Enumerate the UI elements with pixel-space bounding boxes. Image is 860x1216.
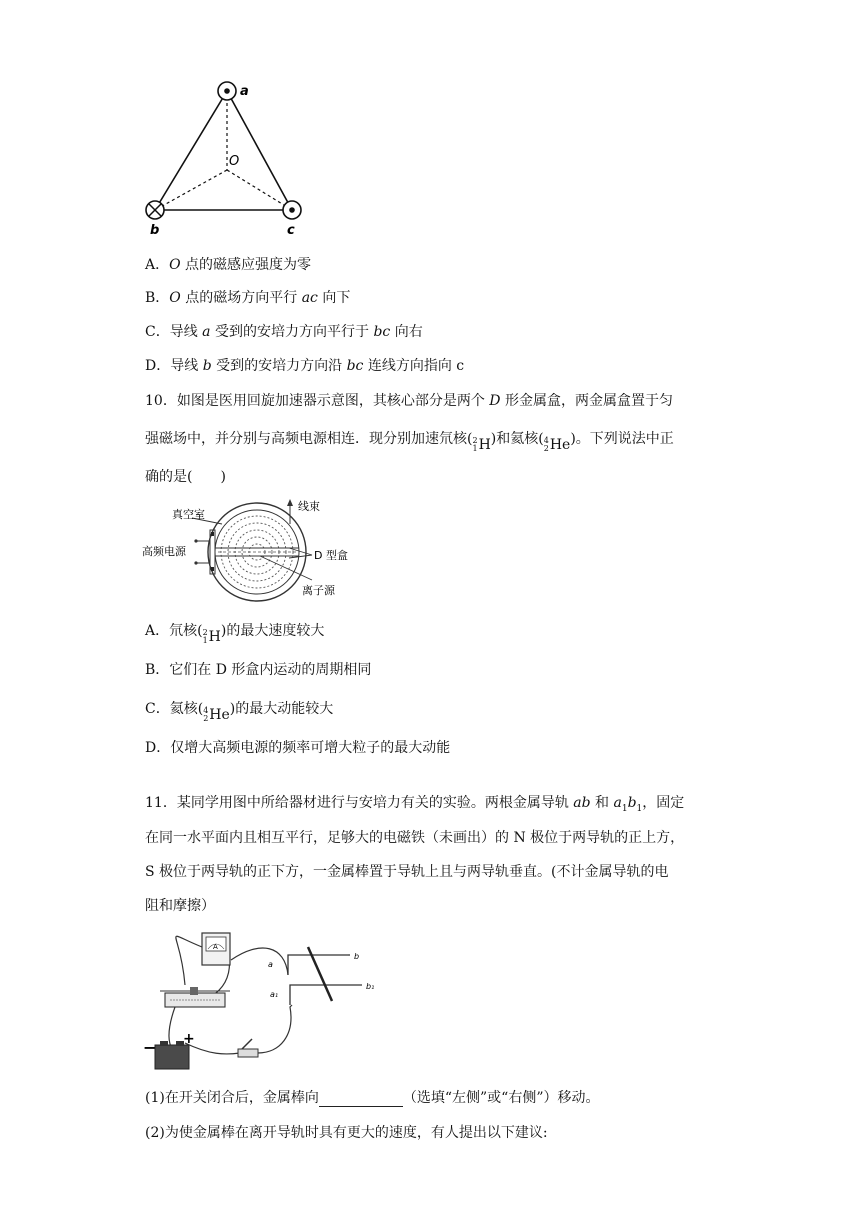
edge-ac (227, 91, 292, 210)
label-c: c (287, 223, 295, 238)
edge-ab (155, 91, 227, 210)
q11-stem-line2: 在同一水平面内且相互平行，足够大的电磁铁（未画出）的 N 极位于两导轨的正上方， (145, 830, 685, 846)
q10-option-b: B．它们在 D 形盒内运动的周期相同 (145, 662, 372, 678)
label-o: O (229, 154, 240, 169)
rail-label-b: b (354, 952, 360, 961)
rail-label-a: a (268, 960, 273, 969)
q10-option-a: A．氘核( 2 1 H )的最大速度较大 (145, 623, 325, 645)
dash-ob (155, 170, 227, 210)
cyclotron-figure (142, 496, 367, 604)
q10-stem-line3: 确的是( ) (145, 469, 226, 485)
triangle-wires-figure (140, 76, 315, 241)
q10-option-d: D．仅增大高频电源的频率可增大粒子的最大动能 (145, 740, 451, 756)
rail-label-b1: b₁ (366, 982, 375, 991)
switch-icon (238, 1039, 258, 1057)
label-a: a (240, 84, 249, 99)
dash-oc (227, 170, 292, 210)
q9-option-b: B．O 点的磁场方向平行 ac 向下 (145, 290, 351, 306)
helium-symbol: 4 2 He (543, 436, 571, 453)
q10-stem-line2: 强磁场中，并分别与高频电源相连．现分别加速氘核( 2 1 H )和氦核( 4 2 He )。下列说法中正 (145, 431, 674, 453)
minus-terminal-label: − (143, 1038, 157, 1057)
label-vacuum-chamber: 真空室 (172, 508, 205, 521)
q9-option-a: A．O 点的磁感应强度为零 (145, 257, 312, 273)
q9-option-c: C．导线 a 受到的安培力方向平行于 bc 向右 (145, 324, 423, 340)
q9-option-d: D．导线 b 受到的安培力方向沿 bc 连线方向指向 c (145, 358, 465, 374)
circuit-figure (140, 925, 385, 1075)
q11-stem-line4: 阻和摩擦） (145, 898, 215, 914)
deuteron-symbol: 2 1 H (472, 436, 491, 453)
q10-option-c: C．氦核( 4 2 He )的最大动能较大 (145, 701, 334, 723)
svg-text:A: A (213, 943, 218, 951)
label-b: b (150, 223, 160, 238)
q11-stem-line3: S 极位于两导轨的正下方，一金属棒置于导轨上且与两导轨垂直。(不计金属导轨的电 (145, 864, 669, 880)
rail-label-a1: a₁ (270, 990, 279, 999)
plus-terminal-label: + (183, 1031, 195, 1047)
answer-blank[interactable] (319, 1092, 403, 1107)
q10-stem-line1: 10．如图是医用回旋加速器示意图，其核心部分是两个 D 形金属盒，两金属盒置于匀 (145, 393, 673, 409)
q11-subquestion-2: (2)为使金属棒在离开导轨时具有更大的速度，有人提出以下建议: (145, 1125, 548, 1141)
label-d-box: D 型盒 (314, 549, 348, 562)
ammeter-icon (202, 933, 230, 965)
q11-subquestion-1: (1)在开关闭合后，金属棒向 （选填“左侧”或“右侧”）移动。 (145, 1090, 600, 1106)
label-ion-source: 离子源 (302, 584, 335, 597)
q11-stem-line1: 11．某同学用图中所给器材进行与安培力有关的实验。两根金属导轨 ab 和 $a_1b_1$，固定 (145, 795, 685, 814)
label-hf-power: 高频电源 (142, 545, 186, 558)
label-beam: 线束 (298, 500, 320, 513)
